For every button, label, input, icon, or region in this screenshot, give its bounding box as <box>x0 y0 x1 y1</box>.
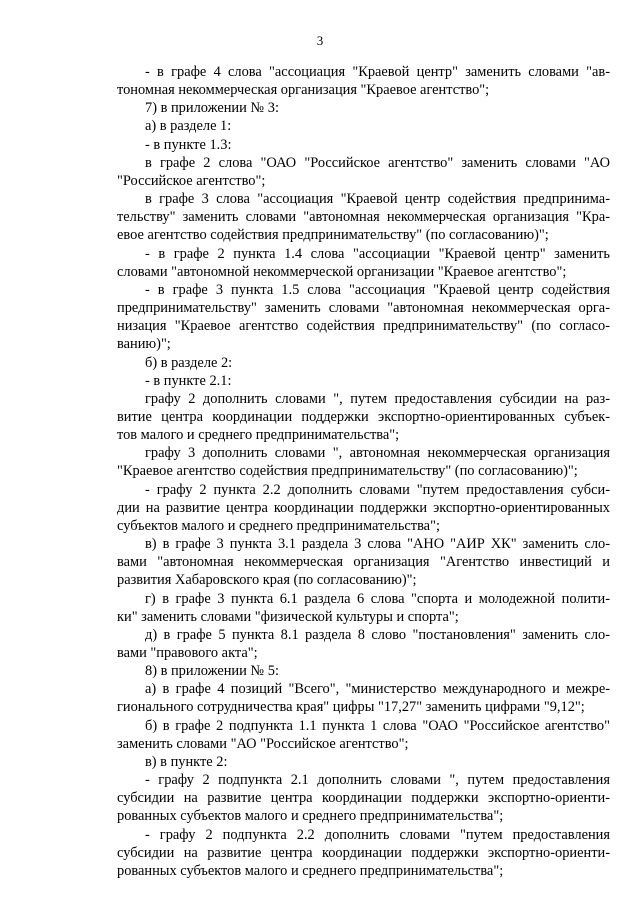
text-line: а) в графе 4 позиций "Всего", "министерство международного и межре- <box>145 681 610 698</box>
text-line: б) в разделе 2: <box>145 354 233 371</box>
text-line: низация "Краевое агентство содействия предпринимательству" (по согласо- <box>117 318 610 335</box>
text-line: рованных субъектов малого и среднего предпринимательства"; <box>117 808 504 825</box>
text-line: 7) в приложении № 3: <box>145 100 279 117</box>
text-line: тельству" заменить словами "автономная некоммерческая организация "Кра- <box>117 209 610 226</box>
text-line: субсидии на развитие центра координации поддержки экспортно-ориенти- <box>117 790 610 807</box>
text-line: а) в разделе 1: <box>145 118 232 135</box>
text-line: тономная некоммерческая организация "Краевое агентство"; <box>117 82 490 99</box>
text-line: - графу 2 подпункта 2.2 дополнить словами "путем предоставления <box>145 826 610 843</box>
text-line: в графе 3 слова "ассоциация "Краевой центр содействия предпринима- <box>145 191 610 208</box>
text-line: "Краевое агентство содействия предпринимательству" (по согласованию)"; <box>117 463 578 480</box>
text-line: предпринимательству" заменить словами "автономная некоммерческая орга- <box>117 300 610 317</box>
text-line: тов малого и среднего предпринимательства"; <box>117 427 400 444</box>
text-line: словами "автономной некоммерческой организации "Краевое агентство"; <box>117 263 567 280</box>
text-line: ванию)"; <box>117 336 171 353</box>
text-line: евое агентство содействия предпринимательству" (по согласованию)"; <box>117 227 549 244</box>
text-line: гионального сотрудничества края" цифры "17,27" заменить цифрами "9,12"; <box>117 699 585 716</box>
text-line: дии на развитие центра координации поддержки экспортно-ориентированных <box>117 499 610 516</box>
text-line: - в графе 4 слова "ассоциация "Краевой центр" заменить словами "ав- <box>145 64 610 80</box>
text-line: витие центра координации поддержки экспортно-ориентированных субъек- <box>117 408 610 425</box>
text-line: графу 2 дополнить словами ", путем предоставления субсидии на раз- <box>145 390 610 407</box>
text-line: графу 3 дополнить словами ", автономная некоммерческая организация <box>145 445 610 462</box>
text-line: рованных субъектов малого и среднего предпринимательства"; <box>117 862 504 879</box>
text-line: д) в графе 5 пункта 8.1 раздела 8 слово "постановления" заменить сло- <box>145 626 610 643</box>
page-number: 3 <box>316 33 324 48</box>
text-line: 8) в приложении № 5: <box>145 663 279 680</box>
text-line: в графе 2 слова "ОАО "Российское агентство" заменить словами "АО <box>145 154 610 171</box>
text-line: г) в графе 3 пункта 6.1 раздела 6 слова "спорта и молодежной полити- <box>145 590 610 607</box>
text-line: развития Хабаровского края (по согласованию)"; <box>117 572 417 589</box>
text-line: "Российское агентство"; <box>117 172 266 189</box>
text-line: субсидии на развитие центра координации поддержки экспортно-ориенти- <box>117 844 610 861</box>
text-line: - графу 2 пункта 2.2 дополнить словами "путем предоставления субси- <box>145 481 610 498</box>
text-line: - в графе 2 пункта 1.4 слова "ассоциации "Краевой центр" заменить <box>145 245 610 262</box>
text-line: в) в графе 3 пункта 3.1 раздела 3 слова "АНО "АИР ХК" заменить сло- <box>145 536 610 553</box>
text-line: заменить словами "АО "Российское агентство"; <box>117 735 409 752</box>
text-line: - в графе 3 пункта 1.5 слова "ассоциация "Краевой центр содействия <box>145 281 610 298</box>
text-line: вами "автономная некоммерческая организация "Агентство инвестиций и <box>117 554 610 571</box>
text-line: в) в пункте 2: <box>145 753 228 770</box>
document-body <box>117 63 610 880</box>
text-line: вами "правового акта"; <box>117 645 258 661</box>
text-line: ки" заменить словами "физической культуры и спорта"; <box>117 608 459 625</box>
text-line: - в пункте 1.3: <box>145 136 232 153</box>
text-line: субъектов малого и среднего предпринимательства"; <box>117 517 440 534</box>
text-line: - графу 2 подпункта 2.1 дополнить словами ", путем предоставления <box>145 772 610 789</box>
text-line: б) в графе 2 подпункта 1.1 пункта 1 слова "ОАО "Российское агентство" <box>145 717 610 734</box>
text-line: - в пункте 2.1: <box>145 372 232 389</box>
